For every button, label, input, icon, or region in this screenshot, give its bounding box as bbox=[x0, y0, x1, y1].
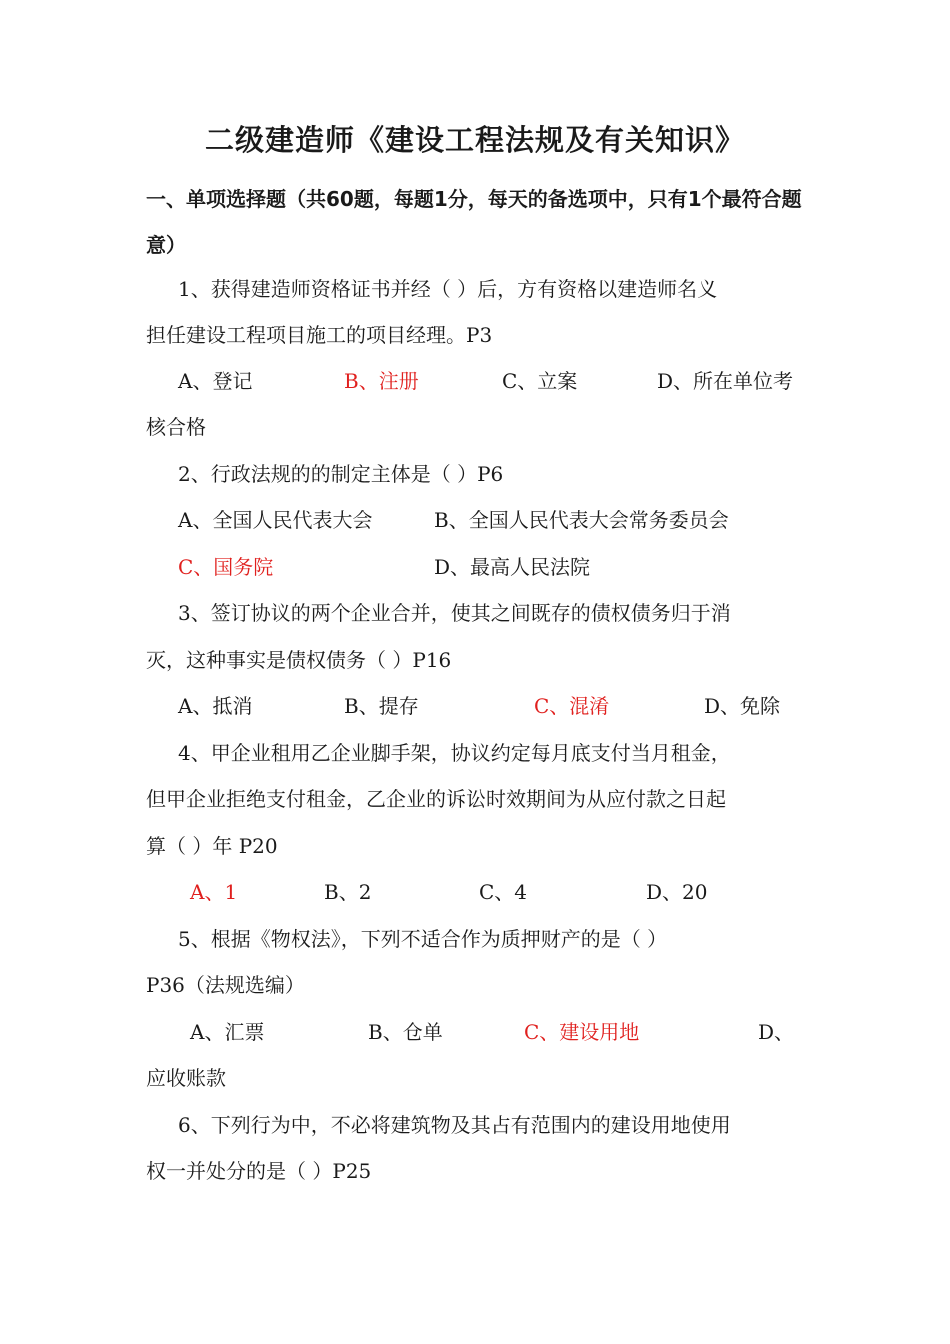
q5-stem-line1: 5、根据《物权法》，下列不适合作为质押财产的是（ ） bbox=[178, 927, 668, 951]
q4-option-b: B、2 bbox=[324, 880, 372, 904]
q2-stem-line1: 2、行政法规的的制定主体是（ ）P6 bbox=[178, 462, 504, 486]
q3-option-b: B、提存 bbox=[344, 694, 419, 718]
q2-option-b: B、全国人民代表大会常务委员会 bbox=[434, 508, 729, 532]
q4-stem-line2: 但甲企业拒绝支付租金，乙企业的诉讼时效期间为从应付款之日起 bbox=[146, 787, 726, 811]
section-heading: 一、单项选择题（共60题，每题1分，每天的备选项中，只有1个最符合题意） bbox=[146, 187, 802, 257]
q2-option-c-answer: C、国务院 bbox=[178, 555, 274, 579]
q3-option-d: D、免除 bbox=[704, 694, 781, 718]
q4-stem-line3: 算（ ）年 P20 bbox=[146, 834, 278, 858]
q4-option-a-answer: A、1 bbox=[190, 880, 238, 904]
q1-option-d: D、所在单位考 bbox=[657, 369, 794, 393]
q3-stem-line1: 3、签订协议的两个企业合并，使其之间既存的债权债务归于消 bbox=[178, 601, 731, 625]
q5-option-d-cont: 应收账款 bbox=[146, 1066, 226, 1090]
q5-option-d: D、 bbox=[758, 1020, 795, 1044]
document-title: 二级建造师《建设工程法规及有关知识》 bbox=[204, 123, 745, 157]
q1-stem-line1: 1、获得建造师资格证书并经（ ）后，方有资格以建造师名义 bbox=[178, 277, 718, 301]
q4-option-d: D、20 bbox=[646, 880, 708, 904]
q5-stem-line2: P36（法规选编） bbox=[146, 973, 305, 997]
q6-stem-line1: 6、下列行为中，不必将建筑物及其占有范围内的建设用地使用 bbox=[178, 1113, 731, 1137]
q2-option-a: A、全国人民代表大会 bbox=[178, 508, 373, 532]
q1-option-d-cont: 核合格 bbox=[146, 415, 206, 439]
q3-option-a: A、抵消 bbox=[178, 694, 253, 718]
q4-option-c: C、4 bbox=[479, 880, 528, 904]
q4-stem-line1: 4、甲企业租用乙企业脚手架，协议约定每月底支付当月租金， bbox=[178, 741, 731, 765]
q5-option-b: B、仓单 bbox=[368, 1020, 443, 1044]
q3-stem-line2: 灭，这种事实是债权债务（ ）P16 bbox=[146, 648, 452, 672]
q1-option-c: C、立案 bbox=[502, 369, 578, 393]
q5-option-c-answer: C、建设用地 bbox=[524, 1020, 640, 1044]
q3-option-c-answer: C、混淆 bbox=[534, 694, 610, 718]
q6-stem-line2: 权一并处分的是（ ）P25 bbox=[146, 1159, 372, 1183]
q2-option-d: D、最高人民法院 bbox=[434, 555, 591, 579]
q1-option-a: A、登记 bbox=[178, 369, 253, 393]
q1-stem-line2: 担任建设工程项目施工的项目经理。P3 bbox=[146, 323, 493, 347]
q5-option-a: A、汇票 bbox=[190, 1020, 265, 1044]
q1-option-b-answer: B、注册 bbox=[344, 369, 419, 393]
